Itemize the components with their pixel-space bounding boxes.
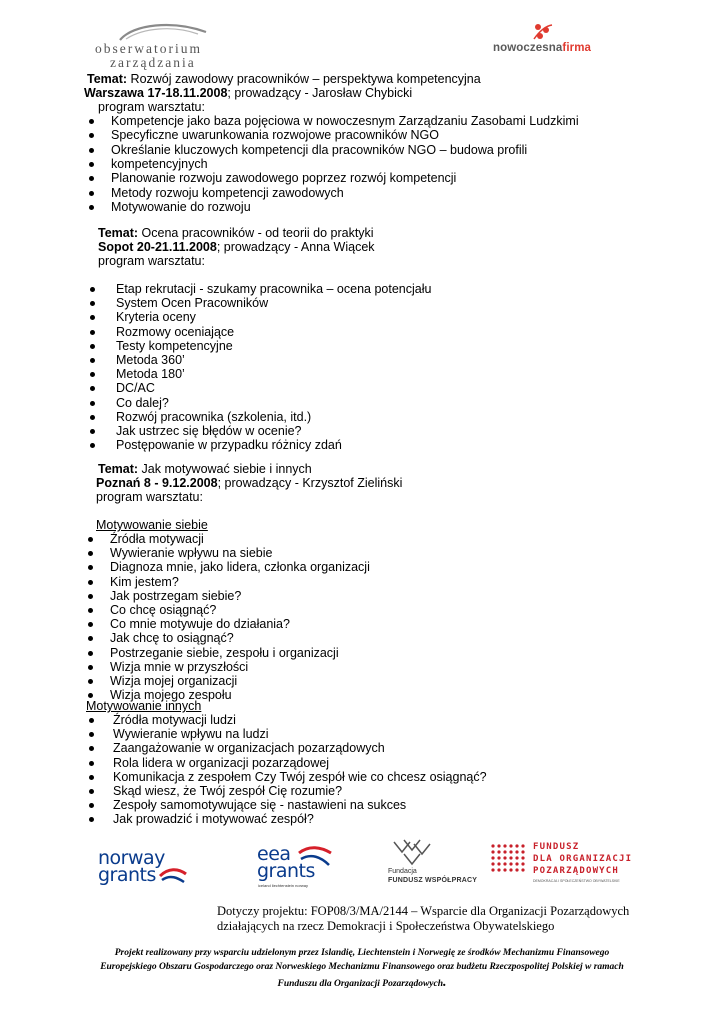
bullet-icon — [88, 608, 93, 613]
s3-sub1-list-item: Wywieranie wpływu na siebie — [110, 546, 273, 561]
fundusz-dla-organizacji-dots-icon — [489, 842, 529, 878]
s3-sub2-list-item: Komunikacja z zespołem Czy Twój zespół wie co chcesz osiągnąć? — [113, 769, 487, 784]
s3-sub2-list-item: Jak prowadzić i motywować zespół? — [113, 812, 314, 827]
s3-sub1-list-item: Źródła motywacji — [110, 532, 204, 546]
eea-logo-text2: grants — [257, 860, 315, 882]
norway-grants-logo — [96, 848, 196, 884]
s2-list-item: DC/AC — [116, 381, 155, 396]
bullet-icon — [88, 636, 93, 641]
bullet-icon — [88, 693, 93, 698]
s3-place-line: Poznań 8 - 9.12.2008; prowadzący - Krzysztof Zieliński — [96, 476, 403, 490]
bullet-icon — [88, 565, 93, 570]
s3-sub1-list-item: Wizja mnie w przyszłości — [110, 659, 249, 674]
s2-list-item: Rozmowy oceniające — [116, 324, 235, 339]
logo-text-line2: zarządzania — [110, 55, 196, 70]
norway-logo-text2: grants — [98, 864, 156, 886]
bullet-icon — [88, 665, 93, 670]
fdoz-logo-text2: DLA ORGANIZACJI — [533, 854, 633, 864]
eea-grants-logo — [255, 843, 335, 889]
bullet-icon — [89, 746, 94, 751]
s3-sub2-list-item: Źródła motywacji ludzi — [113, 713, 236, 727]
s1-list-item: Kompetencje jako baza pojęciowa w nowoczesnym Zarządzaniu Zasobami Ludzkimi — [111, 114, 579, 128]
funding-line2: Europejskiego Obszaru Gospodarczego oraz Norweskiego Mechanizmu Finansowego oraz budżetu Rzeczpospolitej Polskiej w ramach — [100, 962, 624, 972]
s3-sub1-list-item: Co mnie motywuje do działania? — [110, 617, 290, 632]
s1-list-item: kompetencyjnych — [111, 156, 208, 171]
bullet-icon — [89, 775, 94, 780]
s2-list-item: Postępowanie w przypadku różnicy zdań — [116, 438, 342, 453]
fws-logo-text2: FUNDUSZ WSPÓŁPRACY — [388, 877, 478, 884]
fundusz-dla-organizacji-logo — [489, 838, 633, 888]
bullet-icon — [89, 148, 94, 153]
bullet-icon — [90, 429, 95, 434]
bullet-icon — [89, 176, 94, 181]
s3-sub1-title: Motywowanie siebie — [96, 518, 208, 532]
s1-list-item: Określanie kluczowych kompetencji dla pracowników NGO – budowa profili — [111, 142, 528, 157]
bullet-icon — [89, 718, 94, 723]
s3-sub1-list-item: Wizja mojego zespołu — [110, 688, 232, 703]
s2-list-item: Co dalej? — [116, 395, 169, 410]
bullet-icon — [89, 803, 94, 808]
s3-sub1-list-item: Co chcę osiągnąć? — [110, 603, 217, 617]
bullet-icon — [89, 789, 94, 794]
s3-sub2-title: Motywowanie innych — [86, 699, 202, 713]
bullet-icon — [90, 330, 95, 335]
bullet-icon — [90, 315, 95, 320]
s1-program-label: program warsztatu: — [98, 100, 205, 114]
s3-sub2-list-item: Skąd wiesz, że Twój zespół Cię rozumie? — [113, 784, 343, 798]
eea-logo-sub: iceland liechtenstein norway — [258, 883, 309, 888]
s2-list-item: Etap rekrutacji - szukamy pracownika – ocena potencjału — [116, 282, 432, 296]
bullet-icon — [90, 443, 95, 448]
s3-topic-line: Temat: Jak motywować siebie i innych — [98, 462, 312, 476]
bullet-icon — [88, 537, 93, 542]
bullet-icon — [88, 594, 93, 599]
fundusz-wspolpracy-logo — [388, 838, 478, 888]
s2-program-label: program warsztatu: — [98, 254, 205, 268]
s2-place-line: Sopot 20-21.11.2008; prowadzący - Anna Wiącek — [98, 240, 375, 254]
bullet-icon — [90, 415, 95, 420]
s2-list-item: Metoda 180’ — [116, 367, 185, 382]
bullet-icon — [89, 817, 94, 822]
bullet-icon — [89, 732, 94, 737]
fdoz-logo-text3: POZARZĄDOWYCH — [533, 866, 620, 876]
funding-line3: Funduszu dla Organizacji Pozarządowych. — [277, 975, 447, 990]
s3-program-label: program warsztatu: — [96, 490, 203, 504]
bullet-icon — [89, 205, 94, 210]
project-line2: działających na rzecz Demokracji i Społeczeństwa Obywatelskiego — [217, 919, 555, 933]
bullet-icon — [90, 301, 95, 306]
bullet-icon — [89, 133, 94, 138]
bullet-icon — [89, 761, 94, 766]
nowoczesna-firma-logo — [493, 22, 643, 58]
logo-nf-part2: firma — [562, 42, 592, 54]
s3-sub1-list-item: Postrzeganie siebie, zespołu i organizacji — [110, 645, 339, 660]
logo-text-line1: obserwatorium — [95, 41, 202, 56]
bullet-icon — [90, 386, 95, 391]
bullet-icon — [88, 651, 93, 656]
bullet-icon — [90, 358, 95, 363]
s1-list-item: Planowanie rozwoju zawodowego poprzez rozwój kompetencji — [111, 171, 457, 186]
bullet-icon — [88, 580, 93, 585]
s1-topic-line: Temat: Rozwój zawodowy pracowników – perspektywa kompetencyjna — [87, 72, 481, 86]
s3-sub1-list-item: Diagnoza mnie, jako lidera, członka organizacji — [110, 560, 370, 575]
funding-line1: Projekt realizowany przy wsparciu udzielonym przez Islandię, Liechtenstein i Norwegię ze środków Mechanizmu Finansowego — [114, 948, 610, 958]
bullet-icon — [88, 622, 93, 627]
s2-list-item: Metoda 360’ — [116, 353, 185, 367]
fdoz-logo-text4: DEMOKRACJA I SPOŁECZEŃSTWO OBYWATELSKIE — [533, 879, 620, 883]
eea-logo-text1: eea — [257, 843, 291, 865]
s3-sub2-list-item: Zaangażowanie w organizacjach pozarządowych — [113, 741, 385, 756]
s3-sub2-list-item: Rola lidera w organizacji pozarządowej — [113, 755, 330, 770]
s1-list-item: Specyficzne uwarunkowania rozwojowe pracowników NGO — [111, 128, 439, 143]
s3-sub1-list-item: Kim jestem? — [110, 574, 179, 589]
bullet-icon — [90, 372, 95, 377]
obserwatorium-zarzadzania-logo — [88, 22, 228, 70]
s2-list-item: Jak ustrzec się błędów w ocenie? — [116, 424, 302, 438]
s1-place-line: Warszawa 17-18.11.2008; prowadzący - Jarosław Chybicki — [84, 86, 413, 100]
bullet-icon — [89, 119, 94, 124]
s2-list-item: Rozwój pracownika (szkolenia, itd.) — [116, 409, 312, 424]
s3-sub1-list-item: Jak postrzegam siebie? — [110, 588, 242, 603]
logo-nf-part1: nowoczesna — [493, 42, 563, 54]
s2-list-item: Testy kompetencyjne — [116, 338, 233, 353]
s1-list-item: Metody rozwoju kompetencji zawodowych — [111, 185, 344, 200]
s3-sub1-list-item: Wizja mojej organizacji — [110, 674, 238, 688]
s2-list-item: System Ocen Pracowników — [116, 296, 269, 311]
project-line1: Dotyczy projektu: FOP08/3/MA/2144 – Wsparcie dla Organizacji Pozarządowych — [217, 904, 630, 918]
bullet-icon — [90, 401, 95, 406]
swoosh-icon — [118, 22, 208, 42]
s3-sub2-list-item: Zespoły samomotywujące się - nastawieni na sukces — [113, 798, 407, 813]
bullet-icon — [89, 191, 94, 196]
bullet-icon — [90, 344, 95, 349]
nowoczesna-firma-mark-icon — [531, 22, 555, 42]
bullet-icon — [88, 551, 93, 556]
bullet-icon — [88, 679, 93, 684]
bullet-icon — [89, 162, 94, 167]
s2-list-item: Kryteria oceny — [116, 310, 196, 325]
norway-grants-swirl-icon — [158, 864, 188, 886]
s3-sub1-list-item: Jak chcę to osiągnąć? — [110, 631, 234, 646]
eea-grants-swirl-icon — [297, 845, 333, 871]
norway-logo-text1: norway — [98, 847, 165, 869]
fdoz-logo-text1: FUNDUSZ — [533, 842, 580, 852]
s3-sub2-list-item: Wywieranie wpływu na ludzi — [113, 727, 269, 742]
s2-topic-line: Temat: Ocena pracowników - od teorii do praktyki — [98, 226, 374, 240]
s1-list-item: Motywowanie do rozwoju — [111, 199, 251, 214]
fws-logo-text1: Fundacja — [388, 868, 417, 875]
bullet-icon — [90, 287, 95, 292]
fundusz-wspolpracy-mark-icon — [390, 838, 434, 866]
